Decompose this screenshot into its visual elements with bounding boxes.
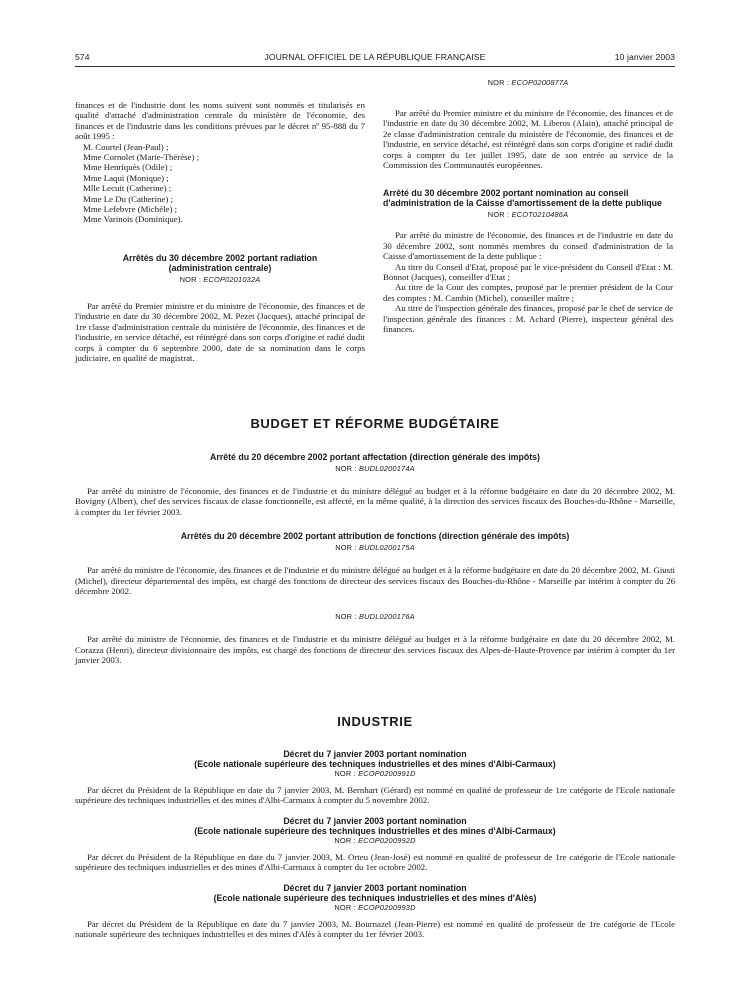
decree-title-line: Décret du 7 janvier 2003 portant nomination	[283, 882, 467, 893]
decree-title-line: (Ecole nationale supérieure des techniques industrielles et des mines d'Albi-Carmaux)	[194, 825, 556, 836]
nor-label: NOR :	[487, 210, 510, 220]
article-title-line: (administration centrale)	[168, 262, 272, 273]
decree-paragraph: Par décret du Président de la République en date du 7 janvier 2003, M. Bernhart (Gérard) est nommé en qualité de professeur de 1re catégorie de l'Ecole nationale supérieure des techniques industrielles et des mines d'Albi-Carmaux à compter du 5 novembre 2002.	[75, 785, 675, 806]
nor-code: ECOP0201032A	[203, 274, 261, 284]
article-title-line: Arrêtés du 30 décembre 2002 portant radiation	[122, 252, 318, 263]
article-title: Arrêté du 30 décembre 2002 portant nomination au conseil d'administration de la Caisse d'amortissement de la dette publique	[383, 188, 662, 209]
left-column	[75, 100, 365, 363]
article-paragraph: Au titre de la Cour des comptes, proposé par le premier président de la Cour des comptes : M. Cambin (Michel), conseiller maître ;	[383, 282, 673, 303]
section-title-industrie: INDUSTRIE	[337, 714, 413, 729]
article-title: Arrêté du 20 décembre 2002 portant affectation (direction générale des impôts)	[210, 452, 540, 462]
nor-reference	[75, 836, 675, 846]
list-item: Mme Varinois (Dominique).	[83, 214, 183, 225]
budget-articles	[75, 452, 675, 666]
nor-reference	[75, 543, 675, 553]
nor-label: NOR :	[334, 835, 356, 845]
nor-reference	[75, 464, 675, 474]
nor-code: BUDL0200176A	[358, 612, 415, 622]
journal-title: JOURNAL OFFICIEL DE LA RÉPUBLIQUE FRANÇAISE	[264, 52, 486, 62]
nor-reference	[75, 769, 675, 779]
decree-title-line: (Ecole nationale supérieure des techniques industrielles et des mines d'Alès)	[213, 892, 537, 903]
nor-label: NOR :	[487, 78, 510, 87]
article-paragraph: Par arrêté du ministre de l'économie, des finances et de l'industrie et du ministre délégué au budget et à la réforme budgétaire en date du 20 décembre 2002, M. Bovigny (Albert), chef des services fiscaux de classe fonctionnelle, est affecté, en la même qualité, à la direction des services fiscaux des Bouches-du-Rhône - Marseille, à compter du 1er février 2003.	[75, 486, 675, 517]
nor-code: BUDL0200175A	[358, 543, 415, 553]
nor-label: NOR :	[335, 612, 357, 622]
issue-date: 10 janvier 2003	[614, 52, 675, 62]
nor-code: ECOP0200992D	[358, 835, 416, 845]
list-item: M. Courtel (Jean-Paul) ;	[83, 141, 169, 152]
page-number: 574	[75, 52, 90, 62]
list-item: Mme Cornolet (Marie-Thérèse) ;	[83, 152, 200, 163]
names-list	[75, 142, 365, 225]
article-paragraph: Par arrêté du Premier ministre et du ministre de l'économie, des finances et de l'industrie en date du 30 décembre 2002, M. Liberos (Alain), attaché principal de 2e classe d'administration centrale du ministère de l'économie, des finances et de l'industrie, en service détaché, est réintégré dans son corps d'origine et radié dudit corps à compter du 1er juillet 1995, date de son entrée au service de la Commission des Communautés européennes.	[383, 108, 673, 171]
decree-title-line: (Ecole nationale supérieure des techniques industrielles et des mines d'Albi-Carmaux)	[194, 759, 556, 769]
industrie-decrees	[75, 749, 675, 939]
nor-code: ECOP0200993D	[358, 902, 416, 912]
decree-title-line: Décret du 7 janvier 2003 portant nomination	[283, 815, 467, 826]
article-title	[75, 253, 365, 273]
page-header	[75, 52, 675, 66]
decree-title	[75, 883, 675, 903]
article-title: Arrêtés du 20 décembre 2002 portant attribution de fonctions (direction générale des impôts)	[180, 531, 570, 542]
article-paragraph: Au titre du Conseil d'Etat, proposé par le vice-président du Conseil d'Etat : M. Bonnot (Jacques), conseiller d'Etat ;	[383, 261, 673, 283]
list-item: Mme Laqui (Monique) ;	[83, 172, 169, 183]
section-title-budget: BUDGET ET RÉFORME BUDGÉTAIRE	[250, 416, 500, 431]
nor-reference	[383, 210, 673, 220]
nor-label: NOR :	[335, 464, 357, 473]
nor-label: NOR :	[334, 902, 356, 912]
article-paragraph: Par arrêté du Premier ministre et du ministre de l'économie, des finances et de l'industrie en date du 30 décembre 2002, M. Pezet (Jacques), attaché principal de 1re classe d'administration centrale du ministère de l'économie, des finances et de l'industrie, en service détaché, est réintégré dans son corps d'origine et radié dudit corps à compter du 6 septembre 2000, date de sa nomination dans le corps judiciaire, en qualité de magistrat.	[75, 300, 365, 363]
decree-paragraph: Par décret du Président de la République en date du 7 janvier 2003, M. Bournazel (Jean-Pierre) est nommé en qualité de professeur de 1re catégorie de l'Ecole nationale supérieure des techniques industrielles et des mines d'Alès à compter du 1er février 2003.	[75, 918, 675, 940]
header-rule	[75, 66, 675, 67]
nor-label: NOR :	[179, 274, 202, 284]
nor-reference	[75, 275, 365, 285]
list-item: Mme Henriquès (Odile) ;	[83, 162, 173, 173]
nor-code: ECOP0200991D	[358, 769, 416, 778]
nor-reference	[75, 612, 675, 622]
list-item: Mlle Lecuit (Catherine) ;	[83, 183, 172, 194]
left-intro-paragraph: finances et de l'industrie dont les noms suivent sont nommés et titularisés en qualité d'attaché d'administration centrale du ministère de l'économie, des finances et de l'industrie dans les conditions prévues par le décret nº 95-888 du 7 août 1995 :	[75, 100, 365, 142]
article-paragraph: Par arrêté du ministre de l'économie, des finances et de l'industrie en date du 30 décembre 2002, sont nommés membres du conseil d'administration de la Caisse d'amortissement de la dette publique :	[383, 230, 673, 262]
article-paragraph: Au titre de l'inspection générale des finances, proposé par le chef de service de l'inspection générale des finances : M. Achard (Pierre), inspecteur général des finances.	[383, 303, 673, 335]
right-column	[383, 78, 673, 335]
nor-reference	[383, 78, 673, 88]
decree-title-line: Décret du 7 janvier 2003 portant nomination	[283, 749, 467, 759]
list-item: Mme Lefebvre (Michèle) ;	[83, 204, 178, 215]
article-paragraph: Par arrêté du ministre de l'économie, des finances et de l'industrie et du ministre délégué au budget et à la réforme budgétaire en date du 20 décembre 2002, M. Giusti (Michel), directeur départemental des impôts, est chargé des fonctions de directeur des services fiscaux des Bouches-du-Rhône - Marseille par intérim à compter du 26 décembre 2002.	[75, 565, 675, 597]
decree-title	[75, 816, 675, 836]
list-item: Mme Le Du (Catherine) ;	[83, 193, 173, 204]
nor-label: NOR :	[335, 543, 357, 553]
nor-label: NOR :	[334, 769, 356, 778]
nor-reference	[75, 903, 675, 913]
nor-code: ECOT0210486A	[511, 210, 569, 220]
article-paragraph: Par arrêté du ministre de l'économie, des finances et de l'industrie et du ministre délégué au budget et à la réforme budgétaire en date du 20 décembre 2002, M. Corazza (Henri), directeur divisionnaire des impôts, est chargé des fonctions de directeur des services fiscaux des Alpes-de-Haute-Provence par intérim à compter du 1er janvier 2003.	[75, 634, 675, 666]
decree-paragraph: Par décret du Président de la République en date du 7 janvier 2003, M. Orteu (Jean-José) est nommé en qualité de professeur de 1re catégorie de l'Ecole nationale supérieure des techniques industrielles et des mines d'Albi-Carmaux à compter du 1er octobre 2002.	[75, 851, 675, 873]
decree-title	[75, 749, 675, 769]
nor-code: BUDL0200174A	[358, 464, 415, 473]
nor-code: ECOP0200877A	[511, 78, 569, 87]
